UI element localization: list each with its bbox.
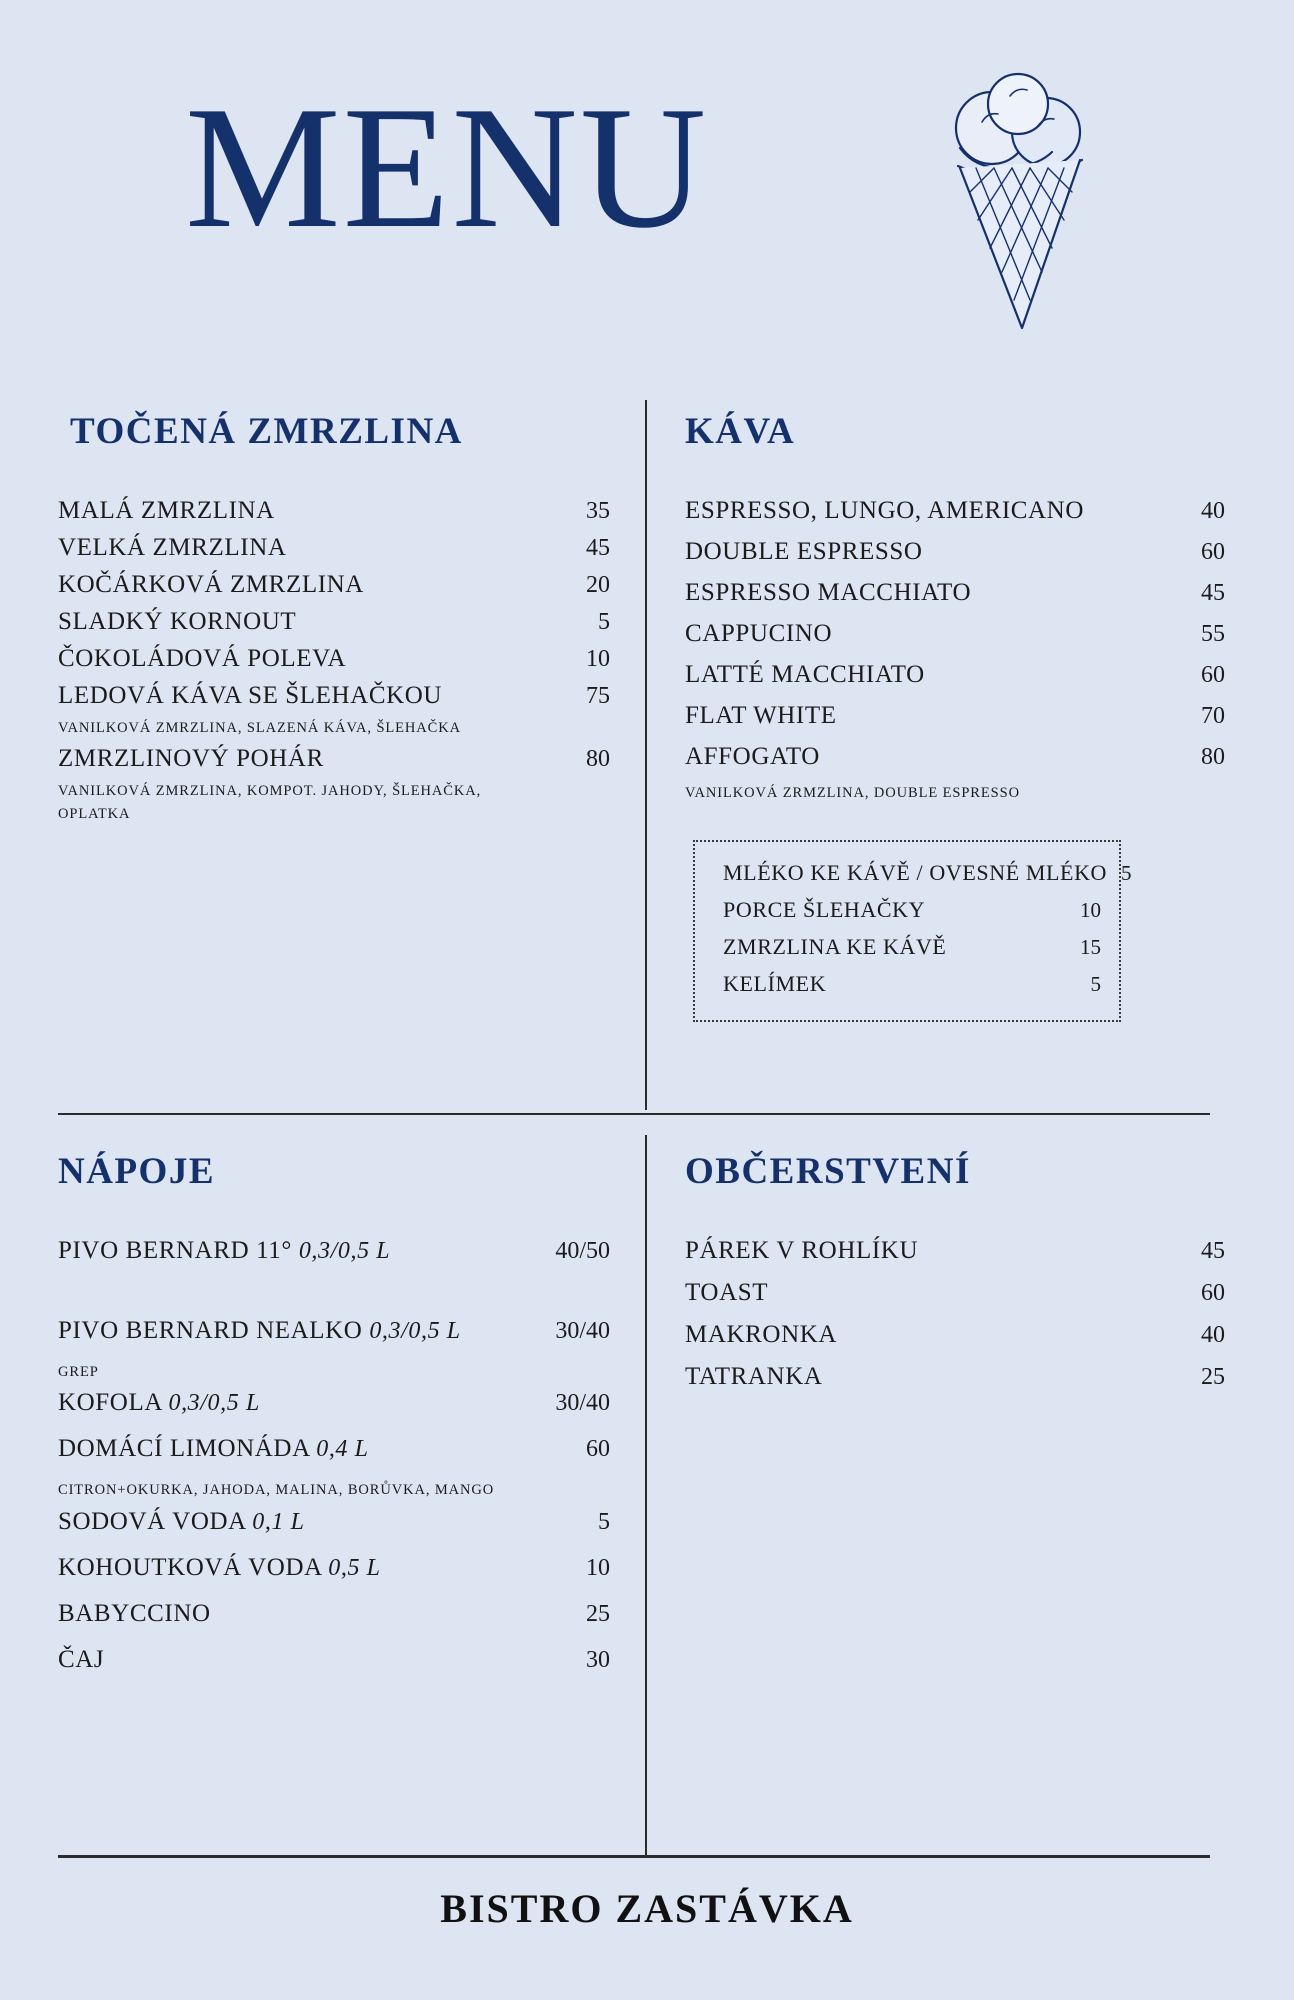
item-volume: 0,4 L bbox=[316, 1436, 369, 1463]
item-price: 45 bbox=[1201, 580, 1225, 606]
item-volume: 0,3/0,5 L bbox=[369, 1318, 461, 1344]
item-name: ESPRESSO MACCHIATO bbox=[685, 579, 972, 606]
item-price: 40 bbox=[1201, 498, 1225, 524]
item-price: 40/50 bbox=[555, 1238, 610, 1264]
item-name: KOFOLA bbox=[58, 1389, 162, 1417]
item-price: 40 bbox=[1201, 1322, 1225, 1348]
item-row bbox=[685, 538, 1225, 566]
item-row bbox=[685, 497, 1225, 525]
item-row bbox=[685, 1279, 1225, 1307]
item-row bbox=[58, 1237, 610, 1265]
item-name: ESPRESSO, LUNGO, AMERICANO bbox=[685, 497, 1084, 524]
item-price: 25 bbox=[586, 1600, 610, 1627]
item-volume: 0,1 L bbox=[252, 1508, 305, 1535]
item-price: 75 bbox=[586, 683, 610, 709]
item-row bbox=[58, 534, 610, 562]
item-description: CITRON+OKURKA, JAHODA, MALINA, BORŮVKA, MANGO bbox=[58, 1482, 495, 1499]
item-price: 5 bbox=[598, 609, 610, 635]
item-row bbox=[58, 497, 610, 525]
item-row bbox=[685, 1321, 1225, 1349]
item-description: VANILKOVÁ ZMRZLINA, KOMPOT. JAHODY, ŠLEHAČKA, OPLATKA bbox=[58, 783, 482, 822]
item-name: PÁREK V ROHLÍKU bbox=[685, 1237, 919, 1264]
item-name: KOČÁRKOVÁ ZMRZLINA bbox=[58, 571, 364, 598]
extra-price: 5 bbox=[1090, 972, 1101, 997]
item-name: ČOKOLÁDOVÁ POLEVA bbox=[58, 645, 347, 672]
item-row bbox=[58, 1600, 610, 1628]
item-price: 30/40 bbox=[555, 1318, 610, 1344]
horizontal-divider-bottom bbox=[58, 1855, 1210, 1858]
item-name: VELKÁ ZMRZLINA bbox=[58, 534, 287, 561]
item-row bbox=[58, 571, 610, 599]
vertical-divider-top bbox=[645, 400, 647, 1110]
extra-name: PORCE ŠLEHAČKY bbox=[723, 897, 926, 923]
item-description: VANILKOVÁ ZMRZLINA, SLAZENÁ KÁVA, ŠLEHAČKA bbox=[58, 720, 461, 736]
extra-name: KELÍMEK bbox=[723, 971, 827, 997]
extra-price: 15 bbox=[1080, 935, 1101, 960]
spacer bbox=[58, 1283, 610, 1317]
item-description: VANILKOVÁ ZRMZLINA, DOUBLE ESPRESSO bbox=[685, 785, 1020, 801]
section-kava bbox=[685, 410, 1225, 1022]
section-heading-kava: KÁVA bbox=[685, 411, 796, 452]
ice-cream-cone-icon bbox=[930, 70, 1110, 360]
item-name: KOHOUTKOVÁ VODA bbox=[58, 1553, 322, 1581]
item-price: 80 bbox=[586, 746, 610, 773]
item-price: 60 bbox=[1201, 662, 1225, 688]
item-price: 60 bbox=[586, 1436, 610, 1463]
item-price: 45 bbox=[586, 535, 610, 561]
item-name: TOAST bbox=[685, 1279, 769, 1306]
item-row bbox=[58, 1317, 610, 1383]
menu-header bbox=[0, 45, 1294, 295]
item-price: 30 bbox=[586, 1646, 610, 1673]
item-row bbox=[685, 579, 1225, 607]
item-name: BABYCCINO bbox=[58, 1599, 211, 1627]
item-price: 25 bbox=[1201, 1364, 1225, 1390]
item-row bbox=[58, 1554, 610, 1582]
item-price: 20 bbox=[586, 572, 610, 598]
section-tocena-zmrzlina bbox=[58, 410, 610, 831]
item-price: 55 bbox=[1201, 621, 1225, 647]
item-row bbox=[58, 608, 610, 636]
item-name: SLADKÝ KORNOUT bbox=[58, 608, 297, 635]
item-row bbox=[58, 1508, 610, 1536]
item-price: 5 bbox=[598, 1508, 610, 1535]
item-price: 45 bbox=[1201, 1238, 1225, 1264]
item-row bbox=[58, 1646, 610, 1674]
section-napoje bbox=[58, 1150, 610, 1692]
item-name: TATRANKA bbox=[685, 1363, 823, 1390]
item-name: DOUBLE ESPRESSO bbox=[685, 538, 923, 565]
item-name: ČAJ bbox=[58, 1645, 105, 1673]
extra-price: 5 bbox=[1121, 861, 1132, 886]
item-row bbox=[58, 1435, 610, 1501]
item-price: 30/40 bbox=[555, 1390, 610, 1417]
kava-extras-box bbox=[693, 840, 1132, 1022]
item-price: 70 bbox=[1201, 703, 1225, 729]
extra-name: ZMRZLINA KE KÁVĚ bbox=[723, 934, 947, 960]
item-price: 60 bbox=[1201, 539, 1225, 565]
section-heading-tocena-zmrzlina: TOČENÁ ZMRZLINA bbox=[70, 411, 463, 452]
vertical-divider-bottom bbox=[645, 1135, 647, 1855]
extra-price: 10 bbox=[1080, 898, 1101, 923]
item-row bbox=[685, 661, 1225, 689]
item-row bbox=[685, 743, 1225, 804]
item-name: LATTÉ MACCHIATO bbox=[685, 661, 925, 688]
item-row bbox=[58, 645, 610, 673]
item-row bbox=[685, 702, 1225, 730]
section-obcerstveni bbox=[685, 1150, 1225, 1405]
item-price: 35 bbox=[586, 498, 610, 524]
item-price: 60 bbox=[1201, 1280, 1225, 1306]
item-name: PIVO BERNARD NEALKO bbox=[58, 1317, 363, 1344]
item-row bbox=[58, 682, 610, 739]
section-heading-napoje: NÁPOJE bbox=[58, 1151, 215, 1192]
item-volume: 0,5 L bbox=[328, 1554, 381, 1581]
section-heading-obcerstveni: OBČERSTVENÍ bbox=[685, 1151, 971, 1192]
item-row bbox=[685, 620, 1225, 648]
horizontal-divider-middle bbox=[58, 1113, 1210, 1115]
item-row bbox=[685, 1237, 1225, 1265]
item-row bbox=[58, 745, 610, 825]
item-name: LEDOVÁ KÁVA SE ŠLEHAČKOU bbox=[58, 682, 443, 709]
item-name: DOMÁCÍ LIMONÁDA bbox=[58, 1435, 310, 1463]
item-price: 10 bbox=[586, 646, 610, 672]
item-name: PIVO BERNARD 11° bbox=[58, 1237, 292, 1264]
item-row bbox=[58, 1389, 610, 1417]
item-price: 80 bbox=[1201, 744, 1225, 770]
item-description: GREP bbox=[58, 1364, 99, 1380]
footer-bistro-name: BISTRO ZASTÁVKA bbox=[440, 1886, 854, 1931]
item-name: ZMRZLINOVÝ POHÁR bbox=[58, 745, 324, 773]
item-name: SODOVÁ VODA bbox=[58, 1507, 246, 1535]
item-volume: 0,3/0,5 L bbox=[168, 1390, 260, 1417]
item-name: AFFOGATO bbox=[685, 743, 820, 770]
item-name: MALÁ ZMRZLINA bbox=[58, 497, 275, 524]
item-name: CAPPUCINO bbox=[685, 620, 833, 647]
extra-name: MLÉKO KE KÁVĚ / OVESNÉ MLÉKO bbox=[723, 860, 1108, 886]
item-name: MAKRONKA bbox=[685, 1321, 838, 1348]
item-row bbox=[685, 1363, 1225, 1391]
page-title: MENU bbox=[185, 70, 709, 264]
item-volume: 0,3/0,5 L bbox=[298, 1238, 391, 1264]
item-price: 10 bbox=[586, 1554, 610, 1581]
item-name: FLAT WHITE bbox=[685, 702, 837, 729]
